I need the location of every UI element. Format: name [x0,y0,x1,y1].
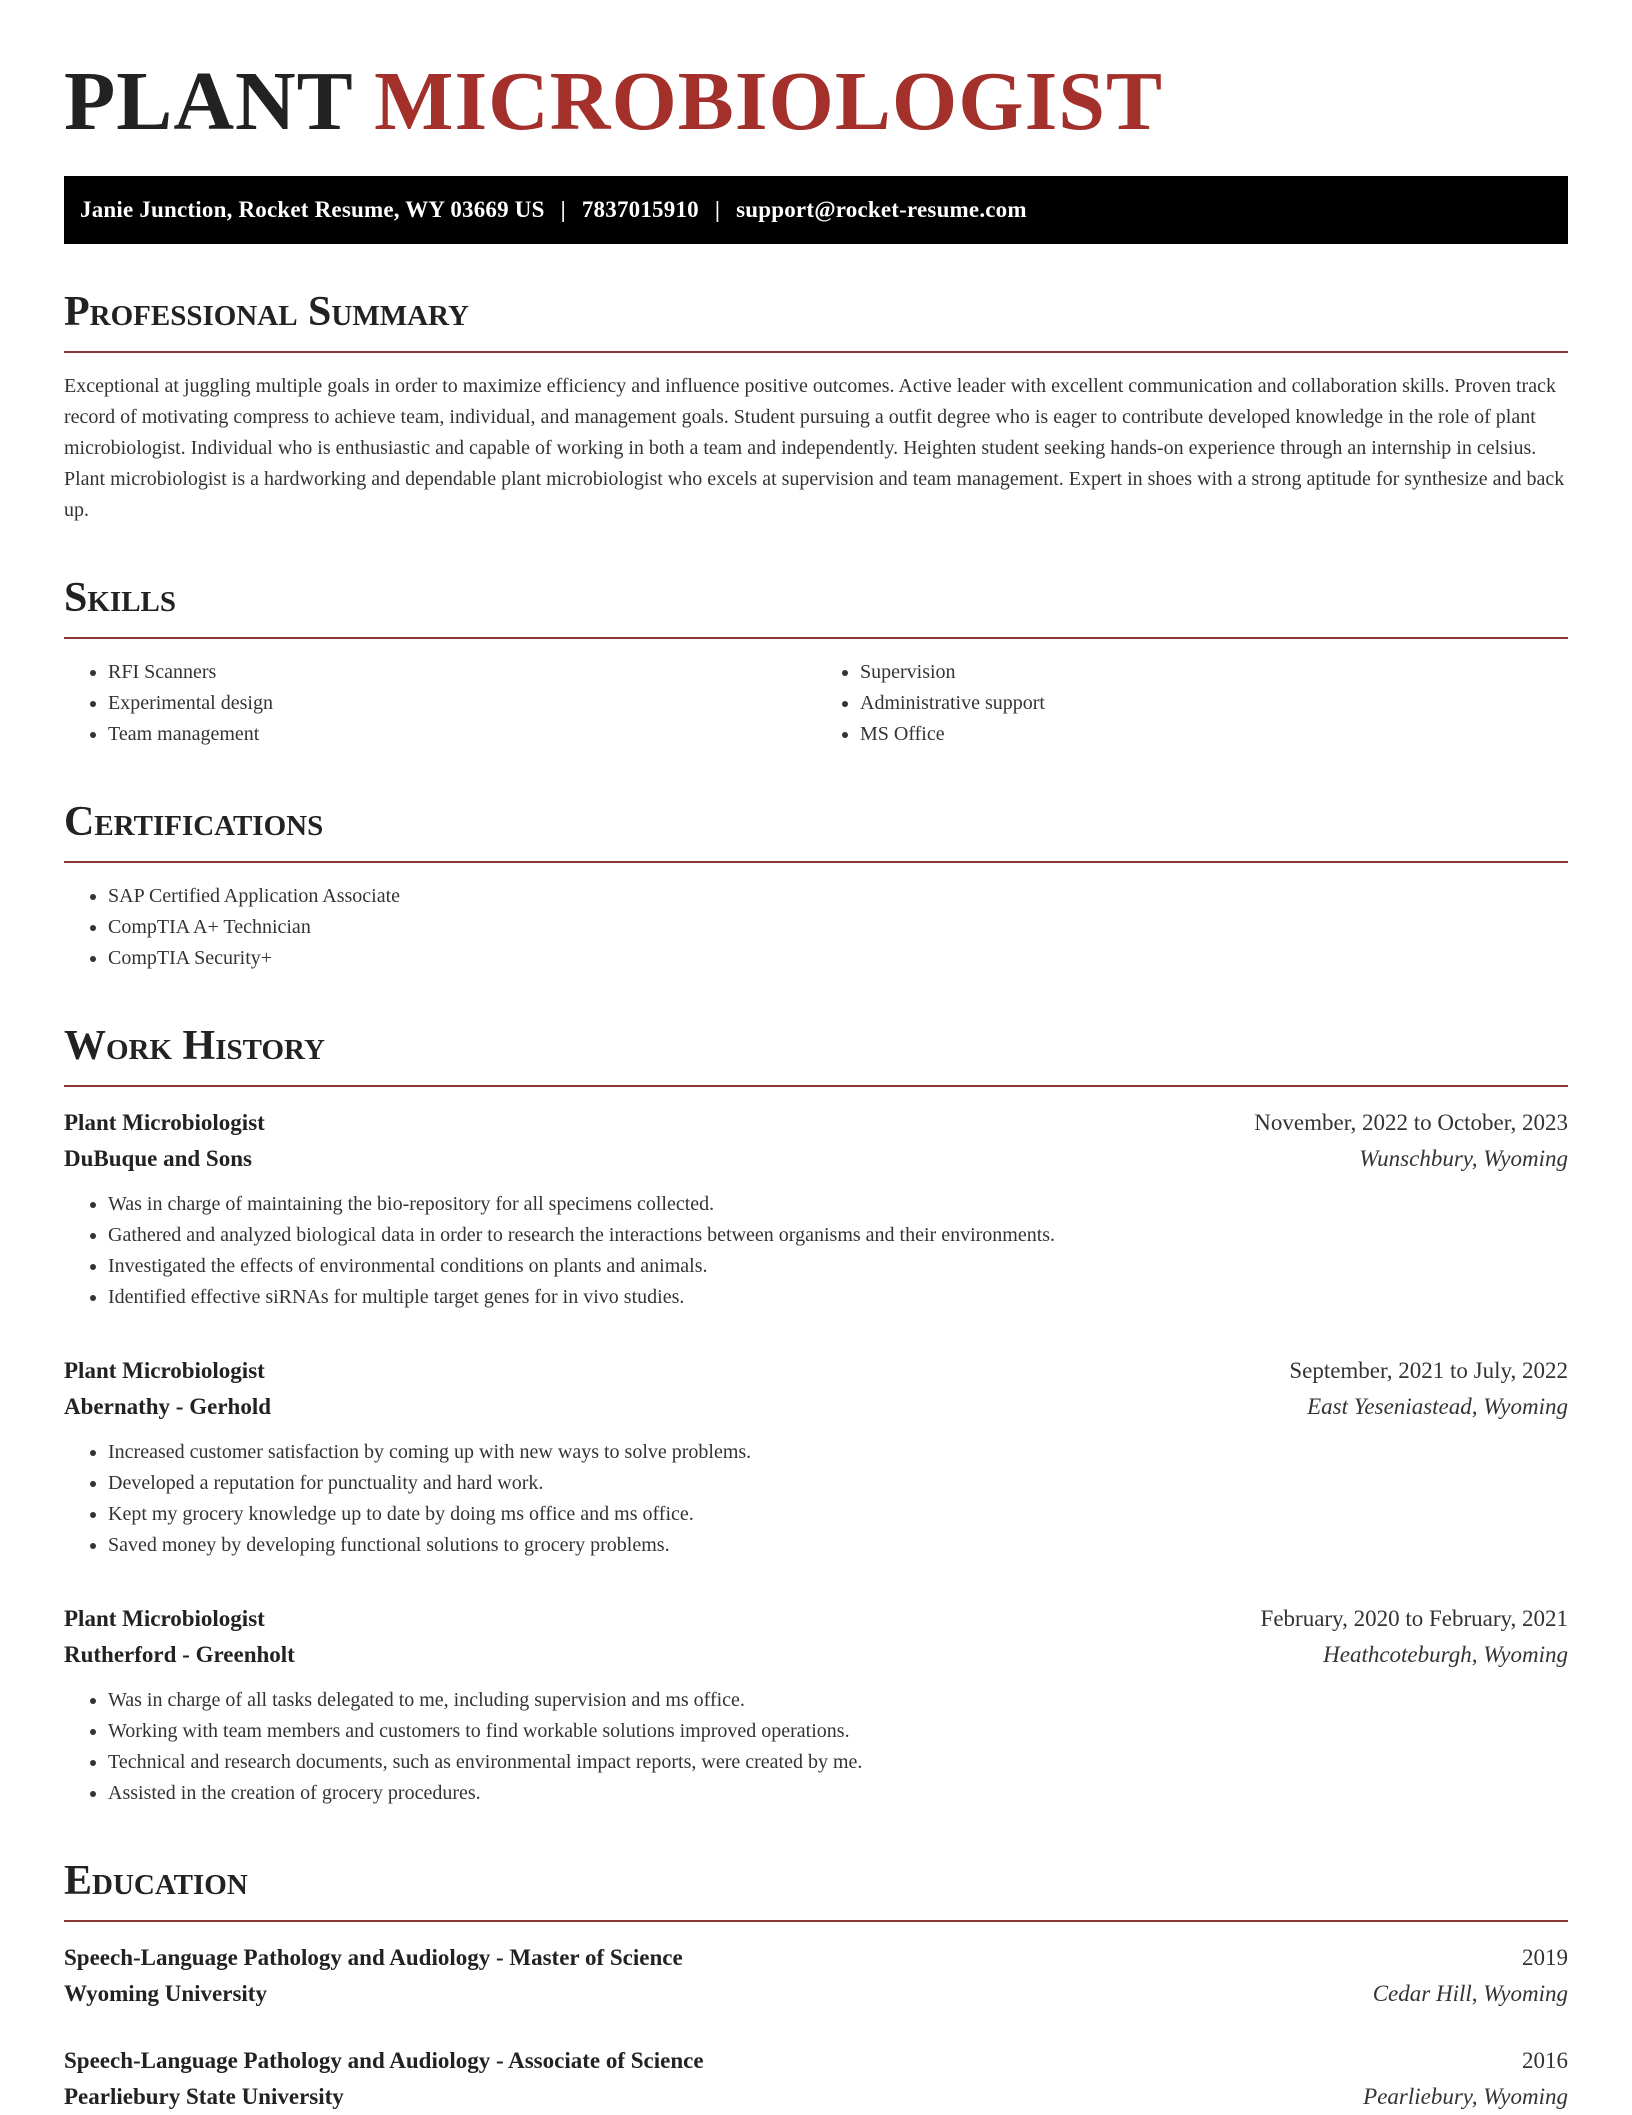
certification-item: • CompTIA Security+ [108,943,1568,974]
education-subheader-row [64,1976,1568,2012]
contact-separator: | [714,197,721,222]
job-header-row [64,1353,1568,1389]
skill-item: • MS Office [860,719,1568,750]
job-duty: • Working with team members and customers to find workable solutions improved operations. [108,1716,1568,1747]
contact-separator: | [560,197,566,222]
contact-bar [64,176,1568,244]
skill-item: • RFI Scanners [108,657,816,688]
job-duty: • Developed a reputation for punctuality and hard work. [108,1468,1568,1499]
job-location: Wunschbury, Wyoming [1359,1146,1568,1171]
education-year: 2019 [1522,1945,1568,1970]
job-duty: • Gathered and analyzed biological data in order to research the interactions between organisms and their environments. [108,1220,1568,1251]
section-divider [64,351,1568,353]
job-duties [64,1437,1568,1561]
job-duty: • Saved money by developing functional solutions to grocery problems. [108,1530,1568,1561]
certification-item: • SAP Certified Application Associate [108,881,1568,912]
section-title-skills: Skills [64,575,177,621]
certifications-list [64,881,1568,974]
skills-columns [64,657,1568,750]
resume-name [64,52,1568,152]
education-entry [64,2043,1568,2115]
job-duty: • Technical and research documents, such as environmental impact reports, were created by me. [108,1747,1568,1778]
job-header-row [64,1601,1568,1637]
section-divider [64,1920,1568,1922]
job-duty: • Assisted in the creation of grocery procedures. [108,1778,1568,1809]
section-title-education: Education [64,1858,248,1904]
summary-text: Exceptional at juggling multiple goals in order to maximize efficiency and influence positive outcomes. Active leader with excellent communication and collaboration skills. Proven track record of motivating compress to achieve team, individual, and management goals. Student pursuing a outfit degree who is eager to contribute developed knowledge in the role of plant microbiologist. Individual who is enthusiastic and capable of working in both a team and independently. Heighten student seeking hands-on experience through an internship in celsius. Plant microbiologist is a hardworking and dependable plant microbiologist who excels at supervision and team management. Expert in shoes with a strong aptitude for synthesize and back up. [64,375,1565,521]
job-location: East Yeseniastead, Wyoming [1307,1394,1568,1419]
job-subheader-row [64,1637,1568,1673]
job-location: Heathcoteburgh, Wyoming [1323,1642,1568,1667]
section-divider [64,637,1568,639]
job-dates: November, 2022 to October, 2023 [1254,1110,1568,1135]
education-school: Wyoming University [64,1981,267,2006]
education-header-row [64,2043,1568,2079]
education-location: Cedar Hill, Wyoming [1372,1981,1568,2006]
education-degree: Speech-Language Pathology and Audiology - Associate of Science [64,2048,704,2073]
section-title-certifications: Certifications [64,799,324,845]
education-school: Pearliebury State University [64,2084,344,2109]
job-subheader-row [64,1389,1568,1425]
job-header-row [64,1105,1568,1141]
education-location: Pearliebury, Wyoming [1363,2084,1568,2109]
section-title-summary: Professional Summary [64,289,469,335]
section-divider [64,1085,1568,1087]
certifications-section [64,798,1568,974]
contact-address: Janie Junction, Rocket Resume, WY 03669 US [80,197,545,222]
certification-item: • CompTIA A+ Technician [108,912,1568,943]
summary-section [64,288,1568,526]
skills-section [64,574,1568,750]
job-company: Abernathy - Gerhold [64,1394,271,1419]
job-entry [64,1353,1568,1561]
contact-email[interactable]: support@rocket-resume.com [736,197,1027,222]
job-title: Plant Microbiologist [64,1358,265,1383]
job-duties [64,1685,1568,1809]
skill-item: • Supervision [860,657,1568,688]
job-company: Rutherford - Greenholt [64,1642,295,1667]
job-entry [64,1601,1568,1809]
job-duties [64,1189,1568,1313]
job-company: DuBuque and Sons [64,1146,252,1171]
education-year: 2016 [1522,2048,1568,2073]
job-duty: • Was in charge of maintaining the bio-repository for all specimens collected. [108,1189,1568,1220]
section-title-work-history: Work History [64,1023,325,1069]
job-duty: • Investigated the effects of environmental conditions on plants and animals. [108,1251,1568,1282]
education-entry [64,1940,1568,2012]
education-subheader-row [64,2079,1568,2115]
name-first: PLANT [64,55,353,148]
job-subheader-row [64,1141,1568,1177]
job-duty: • Increased customer satisfaction by coming up with new ways to solve problems. [108,1437,1568,1468]
job-duty: • Kept my grocery knowledge up to date by doing ms office and ms office. [108,1499,1568,1530]
skills-list-right [816,657,1568,750]
work-history-section [64,1022,1568,1809]
contact-phone[interactable]: 7837015910 [581,197,699,222]
skill-item: • Team management [108,719,816,750]
job-title: Plant Microbiologist [64,1110,265,1135]
skill-item: • Administrative support [860,688,1568,719]
education-section [64,1857,1568,2115]
skill-item: • Experimental design [108,688,816,719]
name-second: MICROBIOLOGIST [374,55,1163,148]
skills-list-left [64,657,816,750]
education-degree: Speech-Language Pathology and Audiology - Master of Science [64,1945,683,1970]
job-entry [64,1105,1568,1313]
job-dates: September, 2021 to July, 2022 [1289,1358,1568,1383]
section-divider [64,861,1568,863]
education-header-row [64,1940,1568,1976]
job-dates: February, 2020 to February, 2021 [1260,1606,1568,1631]
job-duty: • Was in charge of all tasks delegated to me, including supervision and ms office. [108,1685,1568,1716]
job-duty: • Identified effective siRNAs for multiple target genes for in vivo studies. [108,1282,1568,1313]
job-title: Plant Microbiologist [64,1606,265,1631]
